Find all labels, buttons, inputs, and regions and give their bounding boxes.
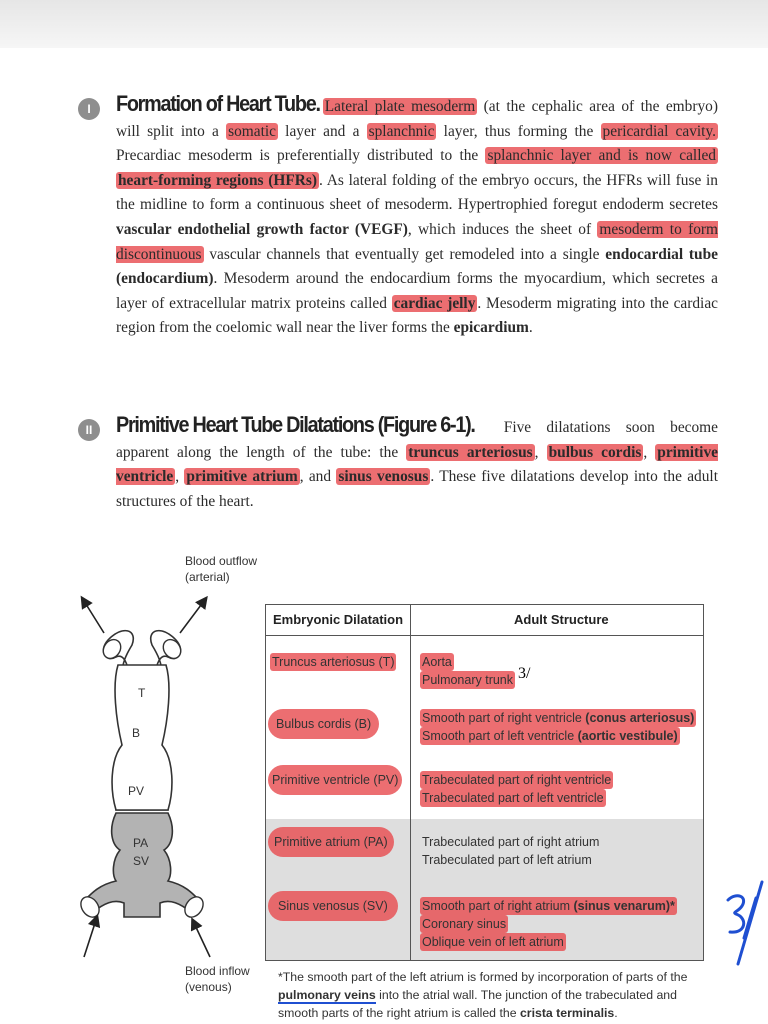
table-column-divider — [410, 605, 411, 960]
label-SV: SV — [133, 854, 150, 868]
label-B: B — [132, 726, 141, 740]
handwriting-text: 3/ — [518, 665, 531, 682]
dilatation-table — [265, 604, 704, 961]
outflow-label: Blood outflow (arterial) — [185, 554, 258, 584]
section-2-heading: Primitive Heart Tube Dilatations (Figure 6-1). — [116, 412, 475, 437]
label-T: T — [138, 686, 146, 700]
section-formation-heart-tube — [78, 92, 718, 341]
label-PA: PA — [133, 836, 149, 850]
table-footnote: *The smooth part of the left atrium is formed by incorporation of parts of the pulmonary veins into the atrial wall. The junction of the trabeculated and smooth parts of the right atrium is called the crista terminalis. — [278, 970, 688, 1020]
table-row-5-dilatation: Sinus venosus (SV) — [268, 891, 398, 921]
table-row-2-adult: Smooth part of right ventricle (conus arteriosus) Smooth part of left ventricle (aortic vestibule) — [422, 711, 695, 743]
table-row-2-dilatation: Bulbus cordis (B) — [268, 709, 379, 739]
table-row-4-dilatation: Primitive atrium (PA) — [268, 827, 394, 857]
table-row-1-dilatation: Truncus arteriosus (T) — [272, 655, 395, 669]
inflow-arrow-left — [84, 920, 96, 957]
inflow-label: Blood inflow (venous) — [185, 964, 250, 994]
col-header-dilatation: Embryonic Dilatation — [273, 612, 404, 627]
section-number-badge: I — [78, 98, 100, 120]
table-row-1-adult: Aorta Pulmonary trunk — [422, 655, 514, 687]
section-2-paragraph: Primitive Heart Tube Dilatations (Figure 6-1). Five dilatations soon become apparent along the length of the tube: the truncus arteriosus , bulbus cordis , primitive ventricle , primitive atrium , and sinus venosus . These five dilatations develop into the adult structures of the heart. — [116, 412, 718, 510]
label-PV: PV — [128, 784, 145, 798]
table-row-3-adult: Trabeculated part of right ventricle Trabeculated part of left ventricle — [422, 773, 612, 805]
table-row-3-dilatation: Primitive ventricle (PV) — [268, 765, 402, 795]
section-number-badge: II — [78, 419, 100, 441]
section-primitive-heart-tube — [78, 413, 718, 514]
inflow-arrow-right — [194, 923, 210, 957]
section-1-heading: Formation of Heart Tube. — [116, 91, 320, 116]
table-row-4-adult: Trabeculated part of right atrium Trabeculated part of left atrium — [422, 835, 600, 867]
outflow-arrow-left — [84, 601, 104, 633]
heart-tube-figure — [60, 545, 270, 1015]
table-header — [266, 605, 703, 636]
table-row-5-adult: Smooth part of right atrium (sinus venarum)* Coronary sinus Oblique vein of left atrium — [422, 899, 675, 949]
outflow-arrow-right — [180, 601, 204, 633]
heart-tube-diagram — [60, 545, 270, 1015]
col-header-adult: Adult Structure — [514, 612, 609, 627]
section-1-paragraph: Formation of Heart Tube. Lateral plate mesoderm (at the cephalic area of the embryo) will split into a somatic layer and a splanchnic layer, thus forming the pericardial cavity. Precardiac mesoderm is preferentially distributed to the splanchnic layer and is now called heart-forming regions (HFRs) . As lateral folding of the embryo occurs, the HFRs will fuse in the midline to form a continuous sheet of mesoderm. Hypertrophied foregut endoderm secretes vascular endothelial growth factor (VEGF), which induces the sheet of mesoderm to form discontinuous vascular channels that eventually get remodeled into a single endocardial tube (endocardium). Mesoderm around the endocardium forms the myocardium, which secretes a layer of extracellular matrix proteins called cardiac jelly . Mesoderm migrating into the cardiac region from the coelomic wall near the liver forms the epicardium. — [116, 91, 718, 337]
viewer-top-bar — [0, 0, 768, 48]
